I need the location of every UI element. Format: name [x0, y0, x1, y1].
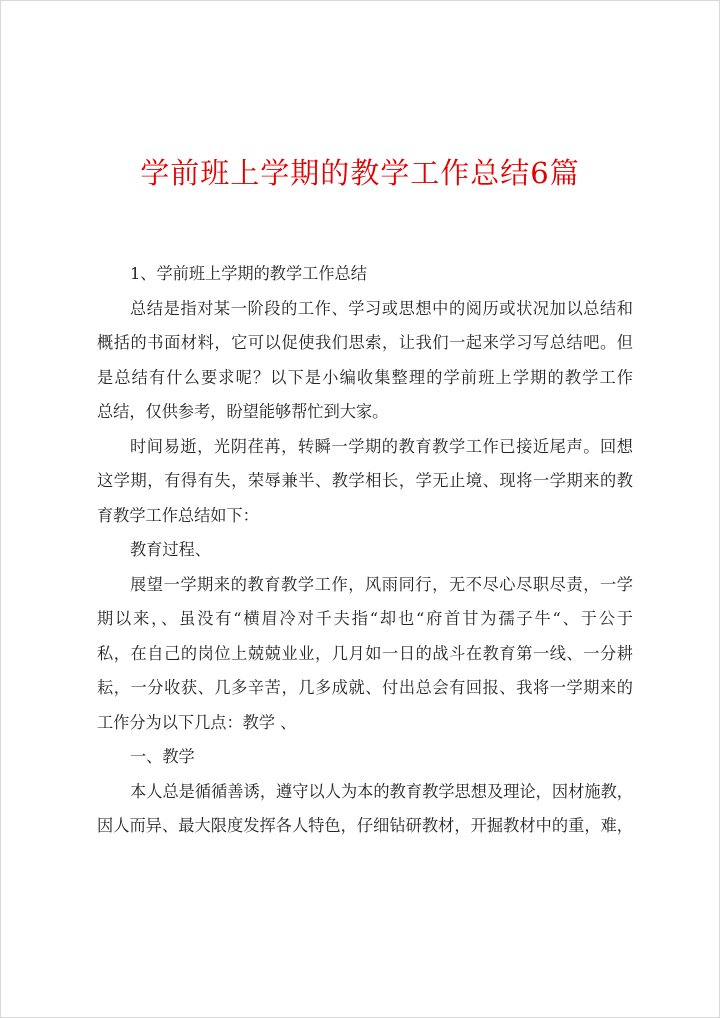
- paragraph-line: 展望一学期来的教育教学工作，风雨同行，无不尽心尽职尽责，一学: [130, 574, 633, 594]
- paragraph-line: 育教学工作总结如下：: [97, 505, 259, 525]
- paragraph-line: 期以来，、虽没有“横眉冷对千夫指“却也“府首甘为孺子牛“、于公于: [97, 609, 633, 628]
- paragraph-line: 耘，一分收获、几多辛苦，几多成就、付出总会有回报、我将一学期来的: [97, 678, 633, 697]
- paragraph-line: 本人总是循循善诱，遵守以人为本的教育教学思想及理论，因材施教，: [130, 781, 633, 801]
- section-heading: 1、学前班上学期的教学工作总结: [130, 264, 367, 283]
- paragraph-line: 总结，仅供参考，盼望能够帮忙到大家。: [97, 402, 389, 421]
- subheading: 一、教学: [130, 747, 195, 766]
- paragraph-line: 因人而异、最大限度发挥各人特色，仔细钻研教材，开掘教材中的重，难，: [97, 816, 633, 835]
- paragraph-line: 这学期，有得有失，荣辱兼半、教学相长，学无止境、现将一学期来的教: [97, 471, 633, 490]
- subheading: 教育过程、: [130, 540, 211, 559]
- paragraph-line: 总结是指对某一阶段的工作、学习或思想中的阅历或状况加以总结和: [130, 298, 633, 318]
- paragraph-line: 工作分为以下几点：教学 、: [97, 712, 297, 732]
- document-body: [97, 257, 633, 844]
- document-title: 学前班上学期的教学工作总结6篇: [140, 156, 580, 190]
- paragraph-line: 是总结有什么要求呢？以下是小编收集整理的学前班上学期的教学工作: [97, 367, 633, 387]
- paragraph-line: 概括的书面材料，它可以促使我们思索，让我们一起来学习写总结吧。但: [97, 333, 633, 352]
- paragraph-line: 时间易逝，光阴荏苒，转瞬一学期的教育教学工作已接近尾声。回想: [130, 436, 633, 456]
- paragraph-line: 私，在自己的岗位上兢兢业业，几月如一日的战斗在教育第一线、一分耕: [97, 643, 633, 663]
